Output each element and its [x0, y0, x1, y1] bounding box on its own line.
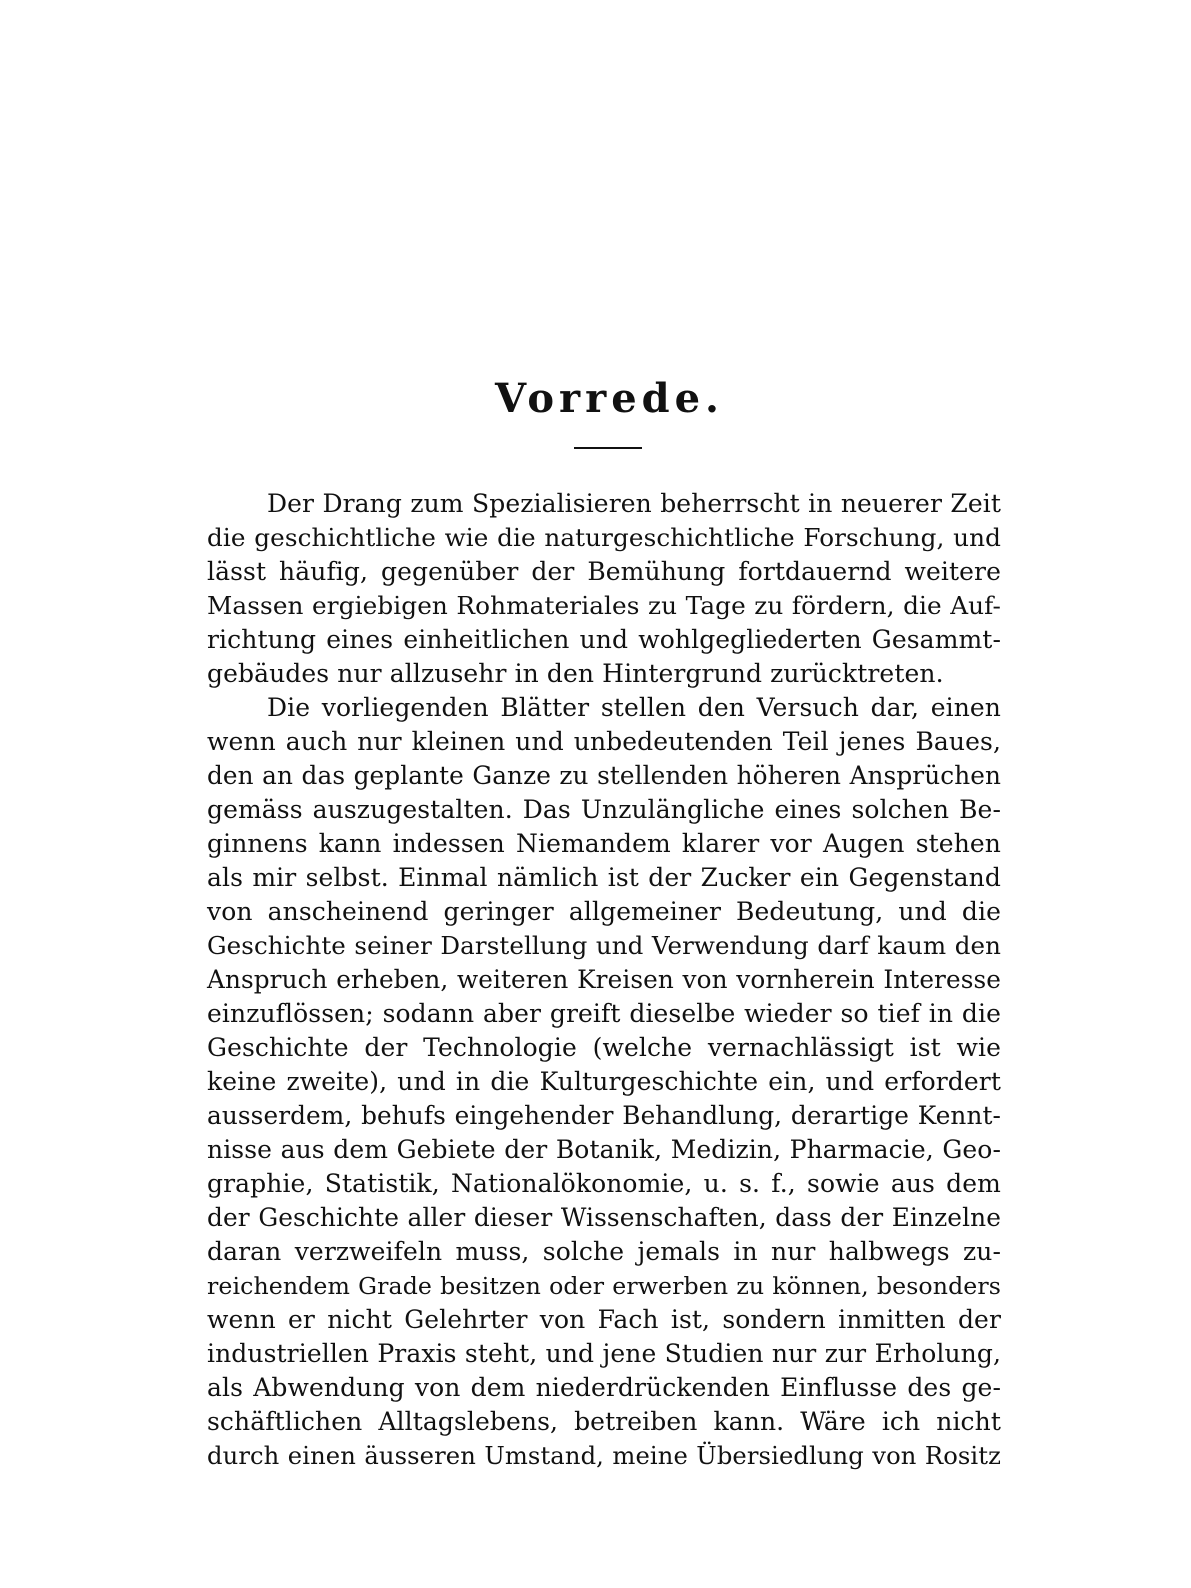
text-line: Massen ergiebigen Rohmateriales zu Tage zu fördern, die Auf- — [207, 591, 1001, 620]
text-line: gemäss auszugestalten. Das Unzulängliche eines solchen Be- — [207, 795, 1001, 824]
text-line: graphie, Statistik, Nationalökonomie, u. s. f., sowie aus dem — [207, 1169, 1001, 1198]
text-line: reichendem Grade besitzen oder erwerben zu können, besonders — [207, 1272, 1001, 1300]
text-line: wenn auch nur kleinen und unbedeutenden Teil jenes Baues, — [207, 727, 1001, 756]
text-line: ginnens kann indessen Niemandem klarer vor Augen stehen — [207, 829, 1001, 858]
text-line: als Abwendung von dem niederdrückenden Einflusse des ge- — [207, 1373, 1001, 1402]
text-line: Der Drang zum Spezialisieren beherrscht in neuerer Zeit — [267, 489, 1001, 518]
text-line: die geschichtliche wie die naturgeschichtliche Forschung, und — [207, 523, 1001, 552]
text-line: Die vorliegenden Blätter stellen den Versuch dar, einen — [267, 693, 1001, 722]
text-line: den an das geplante Ganze zu stellenden höheren Ansprüchen — [207, 761, 1001, 790]
text-line: industriellen Praxis steht, und jene Studien nur zur Erholung, — [207, 1339, 1001, 1368]
text-line: Geschichte der Technologie (welche vernachlässigt ist wie — [207, 1033, 1001, 1062]
text-line: ausserdem, behufs eingehender Behandlung, derartige Kennt- — [207, 1101, 1001, 1130]
text-line: durch einen äusseren Umstand, meine Übersiedlung von Rositz — [207, 1441, 1001, 1470]
body-text — [207, 487, 1001, 1473]
text-line: als mir selbst. Einmal nämlich ist der Zucker ein Gegenstand — [207, 863, 1001, 892]
text-line: daran verzweifeln muss, solche jemals in nur halbwegs zu- — [207, 1237, 1001, 1266]
text-line: Anspruch erheben, weiteren Kreisen von vornherein Interesse — [207, 965, 1001, 994]
text-line: schäftlichen Alltagslebens, betreiben kann. Wäre ich nicht — [207, 1407, 1001, 1436]
text-line: Geschichte seiner Darstellung und Verwendung darf kaum den — [207, 931, 1001, 960]
text-line: gebäudes nur allzusehr in den Hintergrund zurücktreten. — [207, 659, 944, 688]
text-line: richtung eines einheitlichen und wohlgegliederten Gesammt- — [207, 625, 1001, 654]
text-line: einzuflössen; sodann aber greift dieselbe wieder so tief in die — [207, 999, 1001, 1028]
text-line: nisse aus dem Gebiete der Botanik, Medizin, Pharmacie, Geo- — [207, 1135, 1001, 1164]
text-line: lässt häufig, gegenüber der Bemühung fortdauernd weitere — [207, 557, 1001, 586]
text-line: keine zweite), und in die Kulturgeschichte ein, und erfordert — [207, 1067, 1001, 1096]
page-title: Vorrede. — [495, 375, 724, 422]
title-divider — [574, 447, 642, 449]
text-line: der Geschichte aller dieser Wissenschaften, dass der Einzelne — [207, 1203, 1001, 1232]
text-line: wenn er nicht Gelehrter von Fach ist, sondern inmitten der — [207, 1305, 1001, 1334]
text-line: von anscheinend geringer allgemeiner Bedeutung, und die — [207, 897, 1001, 926]
